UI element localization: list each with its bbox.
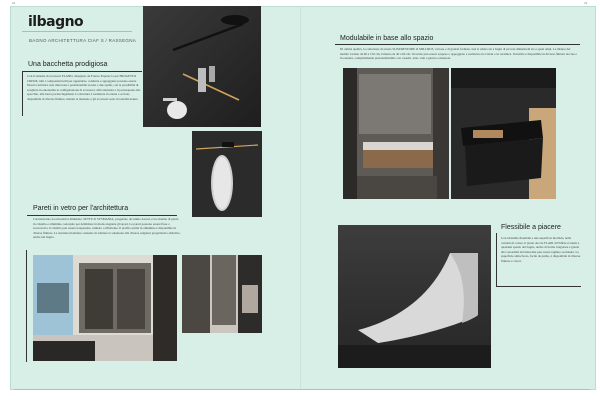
photo-glass-door	[182, 255, 262, 333]
article-3-title: Pareti in vetro per l'architettura	[33, 205, 129, 212]
page-number-left: 22	[12, 1, 16, 5]
bottom-rule	[14, 389, 590, 390]
article-1-side-rule	[22, 71, 23, 116]
article-4-title: Flessibile a piacere	[501, 224, 561, 231]
article-4-bottom-rule	[496, 286, 581, 287]
photo-wall-rail	[143, 6, 261, 127]
article-3-side-rule	[26, 250, 27, 362]
article-2-rule	[335, 44, 580, 45]
photo-washbasin-room	[343, 68, 449, 199]
article-1-rule	[22, 71, 142, 72]
article-3-rule	[27, 215, 177, 216]
article-4-body: Con un'anima flessibile e una superficie morbida, nelle varianti di colore, il piatto doccia FLAIR di FORA si adatta a qualsiasi spazio del bagno, anche di forma irregolare e grazie alla versatilità del materiale può essere tagliato su misura. La superficie antiscivolo, facile da pulire, è disponibile in diverse finiture e colori.	[501, 236, 581, 263]
photo-dark-washbasin	[451, 68, 556, 199]
article-3-body: Caratterizzato da un'estetica minimale, SETTE di SYSMANIA, progettato da Giulio Ascari, è un sistema di pareti in cristallo e alluminio concepito per delimitare in modo elegante gli spazi. Le pareti possono essere fisse o scorrevoli e il cristallo può essere trasparente, satinato o riflettente. Il profilo sottile in alluminio è disponibile in diverse finiture. La struttura modulare consente di adattare la soluzione alle diverse esigenze progettuali e abitative, anche nel bagno.	[33, 217, 181, 240]
photo-mirror	[192, 131, 262, 217]
article-4-side-rule	[496, 233, 497, 286]
article-2-body: Di ottima qualità, la collezione di arredo SLIM/RESTORE di MILLDUE, vetrosa e di grande formato, ben si adatta sia a bagni di piccole dimensioni sia a spazi ampi. Le misure del mobile variano da 60 a 150 cm, l'altezza da 40 a 60 cm. Il lavabo può essere sospeso o appoggiato e realizzato in Corian o in ceramica. Il mobile è disponibile in diverse finiture laccate e in essenze, completamente personalizzabile con cassetti, ante, vani a giorno e mensole.	[340, 47, 577, 61]
section-subtitle: BAGNO ARCHITETTURA CIAF S / RASSEGNA	[29, 38, 137, 43]
page-gutter	[300, 6, 301, 389]
page-number-right: 23	[584, 1, 588, 5]
photo-shower-tray	[338, 225, 491, 368]
article-1-body: Con il sistema di accessori ELAND, disegnato da Franco Paparaci a per PROGETTO CRISOI, tutti i componenti utili per appendere, condurre e appoggiare possono essere fissati a un'unica asta rinnovata e posizionabile su una o due spalle, con la possibilità di scegliere in autonomia la configurazione di accessori, dalla mensola e il portasapone allo specchio, alla barra portasciugamani. La struttura è realizzata in ottone e acciaio, disponibile in diverse finiture, mentre le mensole e gli accessori sono in tonalità neutre.	[27, 74, 141, 101]
article-1-title: Una bacchetta prodigiosa	[28, 61, 108, 68]
logo-divider	[22, 31, 132, 32]
photo-glass-wall-room	[33, 255, 177, 361]
article-2-title: Modulabile in base allo spazio	[340, 35, 434, 42]
magazine-logo: ilbagno	[28, 14, 84, 30]
